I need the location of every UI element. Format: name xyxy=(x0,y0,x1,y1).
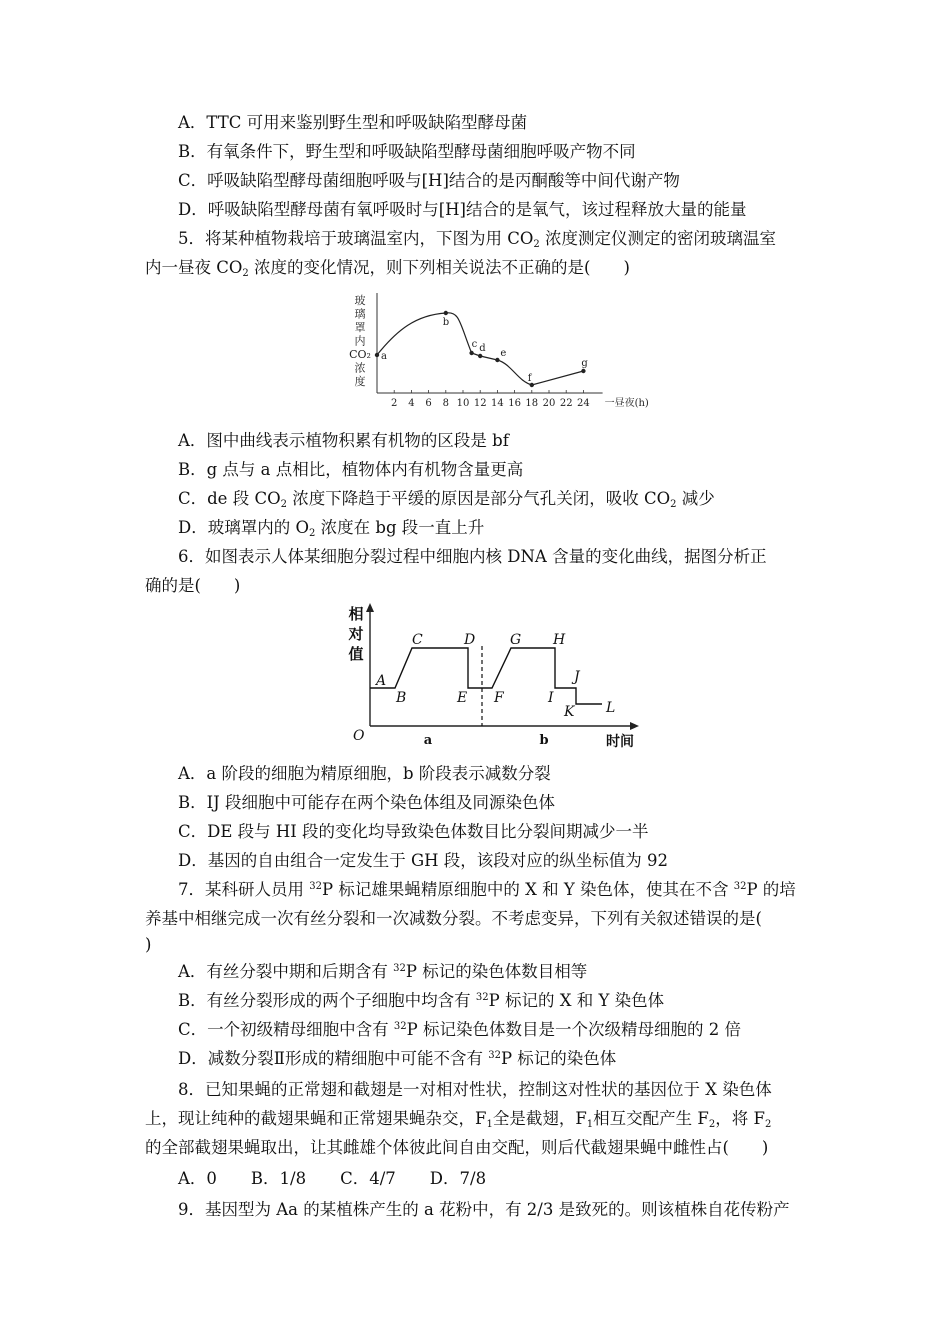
y-axis-arrow xyxy=(366,603,374,612)
point-label-G: G xyxy=(510,632,522,648)
q8-option-d: D．7/8 xyxy=(429,1169,487,1188)
y-axis-label-char: 璃 xyxy=(354,307,366,321)
y-axis-label-char: 对 xyxy=(348,625,364,643)
q7-stem-line-2: 养基中相继完成一次有丝分裂和一次减数分裂。不考虑变异，下列有关叙述错误的是( xyxy=(145,909,762,928)
y-axis-label-char: 内 xyxy=(354,334,366,348)
q6-option-c: C．DE 段与 HI 段的变化均导致染色体数目比分裂间期减少一半 xyxy=(178,822,649,841)
x-tick-label: 18 xyxy=(525,398,539,409)
phase-label-b: b xyxy=(539,733,549,748)
q5-option-b: B．g 点与 a 点相比，植物体内有机物含量更高 xyxy=(178,460,524,479)
q8-option-c: C．4/7 xyxy=(340,1169,396,1188)
point-label-b: b xyxy=(442,317,450,328)
point-label-a: a xyxy=(381,351,387,362)
q8-stem-line-3: 的全部截翅果蝇取出，让其雌雄个体彼此间自由交配，则后代截翅果蝇中雌性占( ) xyxy=(145,1138,769,1157)
q8-stem-line-1: 8．已知果蝇的正常翅和截翅是一对相对性状，控制这对性状的基因位于 X 染色体 xyxy=(178,1080,772,1099)
x-axis-arrow xyxy=(630,722,639,730)
q7-stem-line-3: ) xyxy=(145,935,152,954)
q5-stem-line-1: 5．将某种植物栽培于玻璃温室内，下图为用 $CO_2$ 浓度测定仪测定的密闭玻璃温室 xyxy=(178,229,777,250)
point-label-I: I xyxy=(548,690,554,706)
x-axis-label: 时间 xyxy=(606,734,634,750)
x-tick-label: 6 xyxy=(425,398,432,409)
y-axis-label-char: 玻 xyxy=(354,294,366,307)
q7-stem-line-1: 7．某科研人员用 $^{32}$P 标记雄果蝇精原细胞中的 X 和 Y 染色体，使其在不含 $^{32}$P 的培 xyxy=(178,880,796,899)
point-label-H: H xyxy=(553,632,566,648)
q7-option-c: C．一个初级精母细胞中含有 $^{32}$P 标记染色体数目是一个次级精母细胞的 2 倍 xyxy=(178,1020,741,1039)
q7-option-b: B．有丝分裂形成的两个子细胞中均含有 $^{32}$P 标记的 X 和 Y 染色体 xyxy=(178,991,665,1010)
q6-option-b: B．IJ 段细胞中可能存在两个染色体组及同源染色体 xyxy=(178,793,556,812)
point-label-L: L xyxy=(606,700,616,716)
dna-content-chart xyxy=(320,598,650,753)
point-d xyxy=(478,354,482,358)
point-g xyxy=(581,369,585,373)
point-label-c: c xyxy=(471,339,478,350)
point-e xyxy=(495,358,499,362)
point-b xyxy=(444,311,448,315)
phase-label-a: a xyxy=(423,733,433,748)
y-axis-label-char: 罩 xyxy=(354,321,366,334)
co2-concentration-chart xyxy=(345,290,649,415)
y-axis-label-char: 度 xyxy=(354,375,366,388)
point-label-D: D xyxy=(464,632,476,648)
q6-stem-line-1: 6．如图表示人体某细胞分裂过程中细胞内核 DNA 含量的变化曲线，据图分析正 xyxy=(178,547,767,566)
point-label-K: K xyxy=(564,704,575,720)
x-tick-label: 20 xyxy=(542,398,556,409)
x-tick-label: 22 xyxy=(559,398,573,409)
point-a xyxy=(375,353,379,357)
q8-stem-line-2: 上，现让纯种的截翅果蝇和正常翅果蝇杂交，$F_1$全是截翅，$F_1$相互交配产生 $F_2$，将 $F_2$ xyxy=(145,1109,772,1130)
x-tick-label: 4 xyxy=(408,398,415,409)
q4-option-b: B．有氧条件下，野生型和呼吸缺陷型酵母菌细胞呼吸产物不同 xyxy=(178,142,636,161)
point-label-C: C xyxy=(412,632,423,648)
y-axis-label-char: 值 xyxy=(348,645,364,663)
point-label-F: F xyxy=(494,690,504,706)
q7-option-d: D．减数分裂Ⅱ形成的精细胞中可能不含有 $^{32}$P 标记的染色体 xyxy=(178,1049,617,1068)
q4-option-d: D．呼吸缺陷型酵母菌有氧呼吸时与[H]结合的是氧气，该过程释放大量的能量 xyxy=(178,200,747,219)
point-label-d: d xyxy=(479,343,486,354)
q5-option-c: C．de 段 $CO_2$ 浓度下降趋于平缓的原因是部分气孔关闭，吸收 $CO_2$ 减少 xyxy=(178,489,715,510)
q6-option-a: A．a 阶段的细胞为精原细胞，b 阶段表示减数分裂 xyxy=(178,764,551,783)
q5-stem-line-2: 内一昼夜 $CO_2$ 浓度的变化情况，则下列相关说法不正确的是( ) xyxy=(145,258,630,279)
x-tick-label: 14 xyxy=(491,398,504,409)
y-axis-label-char: CO₂ xyxy=(349,348,371,361)
x-axis-label: 一昼夜(h) xyxy=(604,398,649,409)
point-label-g: g xyxy=(581,358,588,369)
point-c xyxy=(469,351,473,355)
point-label-E: E xyxy=(457,690,468,706)
x-tick-label: 12 xyxy=(473,398,487,409)
point-label-A: A xyxy=(376,673,387,689)
point-label-B: B xyxy=(396,690,407,706)
q9-stem-line-1: 9．基因型为 Aa 的某植株产生的 a 花粉中，有 2/3 是致死的。则该植株自花传粉产 xyxy=(178,1200,790,1219)
point-label-f: f xyxy=(527,373,532,384)
q4-option-a: A．TTC 可用来鉴别野生型和呼吸缺陷型酵母菌 xyxy=(178,113,528,132)
q6-option-d: D．基因的自由组合一定发生于 GH 段，该段对应的纵坐标值为 92 xyxy=(178,851,669,870)
origin-label: O xyxy=(353,728,365,744)
x-tick-label: 24 xyxy=(577,398,590,409)
x-tick-label: 2 xyxy=(391,398,398,409)
x-tick-label: 8 xyxy=(442,398,449,409)
point-label-J: J xyxy=(574,669,580,685)
point-label-e: e xyxy=(500,348,507,359)
x-tick-label: 16 xyxy=(508,398,521,409)
y-axis-label-char: 浓 xyxy=(354,361,366,375)
q8-option-a: A．0 xyxy=(178,1169,217,1188)
q5-option-a: A．图中曲线表示植物积累有机物的区段是 bf xyxy=(178,431,509,450)
x-tick-label: 10 xyxy=(456,398,470,409)
q8-options xyxy=(178,1169,520,1189)
q8-option-b: B．1/8 xyxy=(250,1169,307,1188)
q6-stem-line-2: 确的是( ) xyxy=(145,576,241,595)
q4-option-c: C．呼吸缺陷型酵母菌细胞呼吸与[H]结合的是丙酮酸等中间代谢产物 xyxy=(178,171,680,190)
q5-option-d: D．玻璃罩内的 $O_2$ 浓度在 bg 段一直上升 xyxy=(178,518,485,539)
q7-option-a: A．有丝分裂中期和后期含有 $^{32}$P 标记的染色体数目相等 xyxy=(178,962,588,981)
y-axis-label-char: 相 xyxy=(348,605,364,623)
